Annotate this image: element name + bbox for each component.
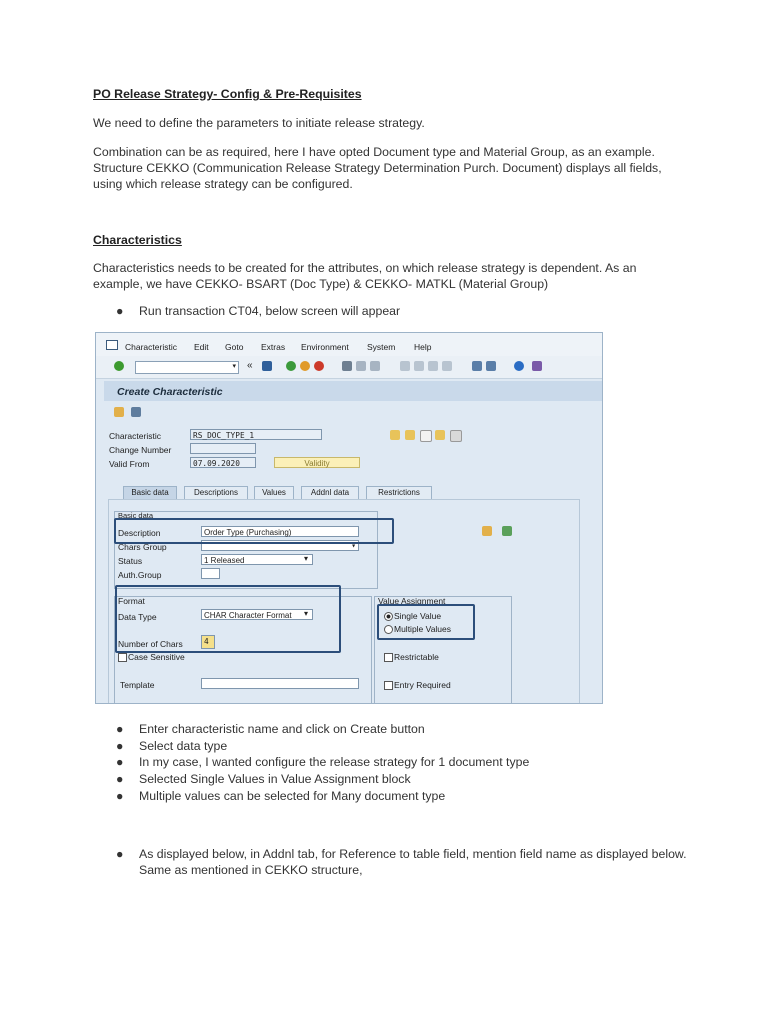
pencil-icon[interactable]: [405, 430, 415, 440]
characteristic-field[interactable]: RS_DOC_TYPE_1: [190, 429, 322, 440]
bullet-marker: ●: [116, 847, 124, 861]
bullet-run-transaction: Run transaction CT04, below screen will appear: [139, 304, 401, 318]
valid-from-field[interactable]: 07.09.2020: [190, 457, 256, 468]
screen-title: Create Characteristic: [117, 386, 223, 398]
valid-from-label: Valid From: [109, 459, 150, 469]
bullet-marker: ●: [116, 739, 124, 753]
bullet-enter-characteristic: Enter characteristic name and click on Create button: [139, 722, 425, 736]
document-icon[interactable]: [420, 430, 432, 442]
value-assignment-highlight: [377, 604, 475, 640]
combination-paragraph: Combination can be as required, here I have opted Document type and Material Group, as an example. Structure CEKKO (Communication Release Strategy Determination Purch. Document) displays all fields, using which release strategy can be configured.: [93, 145, 662, 191]
layout-menu-icon[interactable]: [532, 361, 542, 371]
number-of-chars-field[interactable]: 4: [201, 635, 215, 649]
copy-icon[interactable]: [435, 430, 445, 440]
enter-check-icon[interactable]: [114, 361, 124, 371]
menu-goto[interactable]: Goto: [225, 342, 244, 352]
case-sensitive-checkbox[interactable]: [118, 653, 127, 662]
status-field[interactable]: 1 Released: [201, 554, 313, 565]
print-icon[interactable]: [342, 361, 352, 371]
bullet-single-values: Selected Single Values in Value Assignment block: [139, 772, 411, 786]
edit-icon[interactable]: [390, 430, 400, 440]
long-text-icon[interactable]: [502, 526, 512, 536]
change-number-label: Change Number: [109, 445, 172, 455]
data-type-dropdown-icon[interactable]: ▾: [304, 609, 309, 618]
chars-group-label: Chars Group: [118, 542, 167, 552]
bullet-marker: ●: [116, 304, 124, 318]
chars-group-dropdown-icon[interactable]: ▾: [351, 541, 356, 550]
sap-toolbar: [96, 356, 602, 379]
tab-addnl-data[interactable]: Addnl data: [301, 486, 359, 500]
menu-help[interactable]: Help: [414, 342, 432, 352]
format-group-title: Format: [118, 596, 145, 606]
bullet-select-data-type: Select data type: [139, 739, 228, 753]
shortcut-icon[interactable]: [486, 361, 496, 371]
bullet-marker: ●: [116, 789, 124, 803]
status-dropdown-icon[interactable]: ▾: [304, 554, 309, 563]
characteristics-paragraph: Characteristics needs to be created for the attributes, on which release strategy is dependent. As an example, we have CEKKO- BSART (Doc Type) & CEKKO- MATKL (Material Group): [93, 261, 637, 291]
classes-icon[interactable]: [131, 407, 141, 417]
template-label: Template: [120, 680, 155, 690]
auth-group-label: Auth.Group: [118, 570, 162, 580]
back-arrows-icon[interactable]: «: [247, 360, 253, 371]
bullet-marker: ●: [116, 722, 124, 736]
dropdown-arrow-icon[interactable]: ▾: [232, 363, 236, 370]
validity-button[interactable]: Validity: [274, 457, 360, 468]
status-label: Status: [118, 556, 143, 566]
previous-page-icon[interactable]: [414, 361, 424, 371]
entry-required-label: Entry Required: [394, 680, 451, 690]
other-characteristic-icon[interactable]: [114, 407, 124, 417]
tab-descriptions[interactable]: Descriptions: [184, 486, 248, 500]
auth-group-field[interactable]: [201, 568, 220, 579]
back-icon[interactable]: [286, 361, 296, 371]
data-type-label: Data Type: [118, 612, 157, 622]
menu-system[interactable]: System: [367, 342, 396, 352]
data-type-field[interactable]: CHAR Character Format: [201, 609, 313, 620]
delete-icon[interactable]: [450, 430, 462, 442]
characteristics-heading: Characteristics: [93, 233, 182, 247]
bullet-marker: ●: [116, 772, 124, 786]
restrictable-label: Restrictable: [394, 652, 439, 662]
change-number-field[interactable]: [190, 443, 256, 454]
value-assignment-group-title: Value Assignment: [378, 596, 446, 606]
tab-basic-data[interactable]: Basic data: [123, 486, 177, 500]
tab-values[interactable]: Values: [254, 486, 294, 500]
help-icon[interactable]: [514, 361, 524, 371]
sap-menu-bar: [96, 333, 602, 356]
menu-characteristic[interactable]: Characteristic: [125, 342, 177, 352]
find-next-icon[interactable]: [370, 361, 380, 371]
multiple-values-label: Multiple Values: [394, 624, 452, 634]
bullet-one-document-type: In my case, I wanted configure the release strategy for 1 document type: [139, 755, 530, 769]
tab-restrictions[interactable]: Restrictions: [366, 486, 432, 500]
description-field[interactable]: Order Type (Purchasing): [201, 526, 359, 537]
description-highlight: [114, 518, 394, 544]
bullet-addnl-tab: As displayed below, in Addnl tab, for Reference to table field, mention field name as displayed below. Same as mentioned in CEKKO structure,: [139, 847, 687, 877]
sap-screenshot: [95, 332, 603, 704]
next-page-icon[interactable]: [428, 361, 438, 371]
new-session-icon[interactable]: [472, 361, 482, 371]
menu-extras[interactable]: Extras: [261, 342, 286, 352]
template-field[interactable]: [201, 678, 359, 689]
command-field[interactable]: [135, 361, 239, 374]
characteristic-label: Characteristic: [109, 431, 161, 441]
find-icon[interactable]: [356, 361, 366, 371]
entry-required-checkbox[interactable]: [384, 681, 393, 690]
save-icon[interactable]: [262, 361, 272, 371]
sap-menu-icon[interactable]: [106, 340, 118, 350]
bullet-marker: ●: [116, 755, 124, 769]
case-sensitive-label: Case Sensitive: [128, 652, 185, 662]
restrictable-checkbox[interactable]: [384, 653, 393, 662]
first-page-icon[interactable]: [400, 361, 410, 371]
number-of-chars-label: Number of Chars: [118, 639, 183, 649]
screen-title-bar: [104, 381, 602, 401]
description-label: Description: [118, 528, 161, 538]
intro-paragraph: We need to define the parameters to initiate release strategy.: [93, 116, 425, 130]
bullet-multiple-values: Multiple values can be selected for Many document type: [139, 789, 446, 803]
single-value-label: Single Value: [394, 611, 442, 621]
cancel-icon[interactable]: [314, 361, 324, 371]
last-page-icon[interactable]: [442, 361, 452, 371]
format-highlight: [115, 585, 341, 653]
multilingual-icon[interactable]: [482, 526, 492, 536]
exit-icon[interactable]: [300, 361, 310, 371]
menu-environment[interactable]: Environment: [301, 342, 349, 352]
basic-data-group-title: Basic data: [118, 511, 154, 520]
page-heading: PO Release Strategy- Config & Pre-Requisites: [93, 87, 362, 101]
menu-edit[interactable]: Edit: [194, 342, 209, 352]
